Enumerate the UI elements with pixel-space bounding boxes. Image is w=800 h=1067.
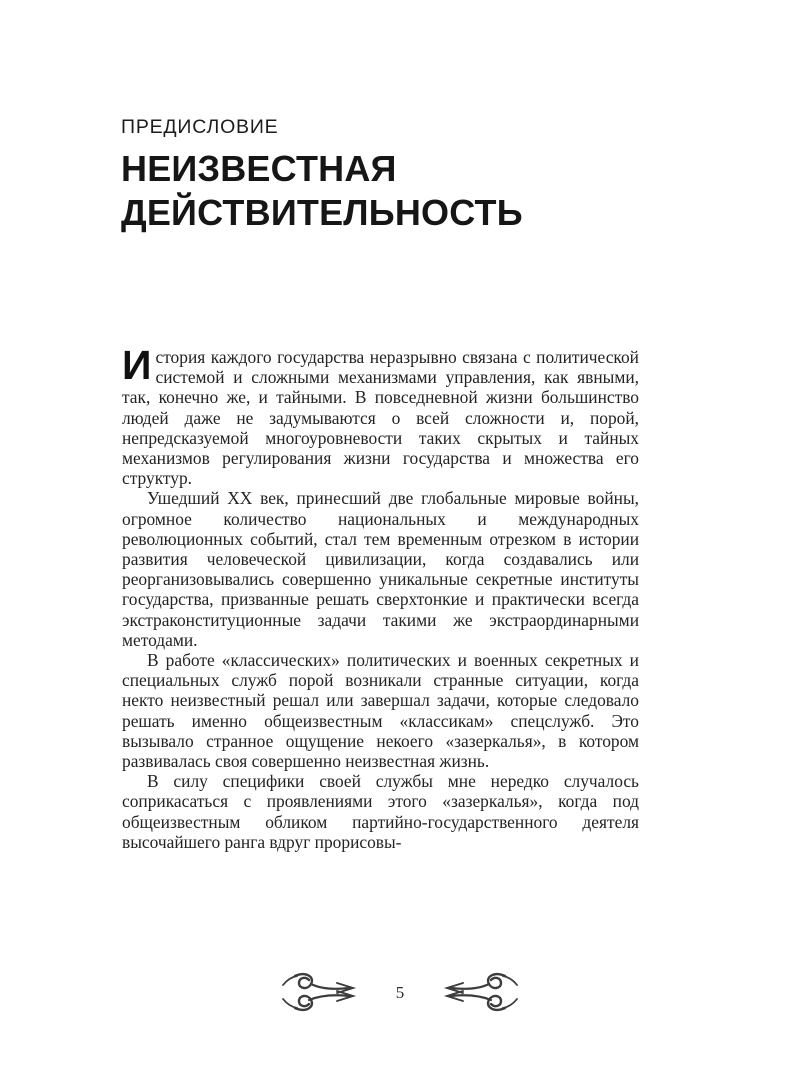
page-header — [121, 117, 641, 235]
page-number: 5 — [395, 982, 405, 1002]
paragraph-3 — [122, 650, 639, 771]
paragraph-4 — [122, 771, 639, 852]
paragraph-4-text: В силу специфики своей службы мне нередко случалось соприкасаться с проявлениями этого «зазеркалья», когда под общеизвестным обликом партийно-государственного деятеля высочайшего ранга вдруг прорисовы- — [122, 771, 639, 852]
paragraph-2 — [122, 488, 639, 650]
section-kicker: ПРЕДИСЛОВИЕ — [121, 116, 279, 138]
page-footer — [0, 962, 800, 1022]
paragraph-2-text: Ушедший XX век, принесший две глобальные мировые войны, огромное количество национальных и международных революционных событий, стал тем временным отрезком в истории развития человеческой цивилизации, когда создавались или реорганизовывались совершенно уникальные секретные институты государства, призванные решать сверхтонкие и практически всегда экстраконституционные задачи такими же экстраординарными методами. — [122, 488, 639, 650]
flourish-swash-ornament-left-icon — [275, 969, 367, 1015]
drop-cap: И — [122, 342, 152, 388]
paragraph-1 — [122, 342, 639, 489]
flourish-swash-ornament-right-icon — [433, 969, 525, 1015]
page-title-line-1: НЕИЗВЕСТНАЯ — [121, 148, 397, 190]
page-title-line-2: ДЕЙСТВИТЕЛЬНОСТЬ — [121, 192, 523, 234]
body-text — [122, 342, 639, 852]
paragraph-3-text: В работе «классических» политических и военных секретных и специальных служб порой возникали странные ситуации, когда некто неизвестный решал или завершал задачи, которые следовало решать именно общеизвестным «классикам» спецслужб. Это вызывало странное ощущение некоего «зазеркалья», в котором развивалась своя совершенно неизвестная жизнь. — [122, 650, 639, 772]
page-title — [121, 147, 641, 235]
paragraph-1-text: стория каждого государства неразрывно связана с политической системой и сложными механизмами управления, как явными, так, конечно же, и тайными. В повседневной жизни большинство людей даже не задумываются о всей сложности и, порой, непредсказуемой многоуровневости таких скрытых и тайных механизмов регулирования жизни государства и множества его структур. — [122, 347, 639, 489]
